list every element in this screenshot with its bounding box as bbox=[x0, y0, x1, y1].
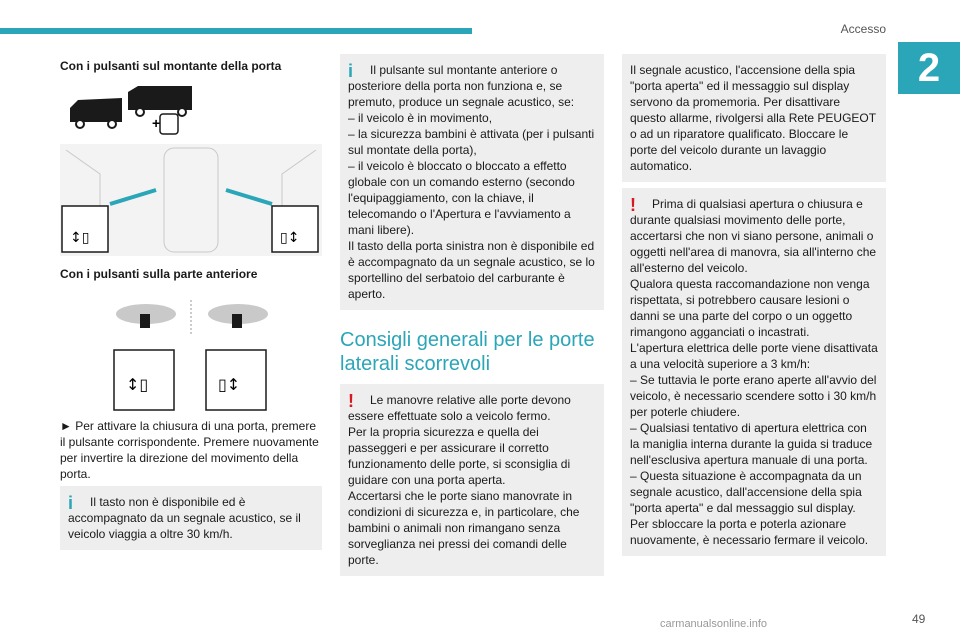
info-icon: i bbox=[348, 61, 354, 81]
svg-text:▯↕: ▯↕ bbox=[280, 230, 300, 246]
van-long-icon bbox=[128, 86, 192, 116]
svg-text:↕▯: ↕▯ bbox=[70, 230, 90, 246]
info-icon: i bbox=[68, 493, 74, 513]
van-short-icon bbox=[70, 98, 122, 128]
left-steering-wheel-icon bbox=[116, 304, 176, 328]
watermark: carmanualsonline.info bbox=[660, 618, 768, 630]
section-name: Accesso bbox=[840, 22, 886, 36]
right-door-front-button-icon bbox=[206, 350, 266, 410]
chapter-tab: 2 bbox=[898, 42, 960, 94]
info-box-button-disabled: i Il pulsante sul montante anteriore o posteriore della porta non funziona e, se premuto, produce un segnale acustico, se: – il veicolo è in movimento, – la sicurezza bambini è attivata (per i pulsanti sul montate della porta), – il veicolo è bloccato o bloccato a effetto globale con un comando esterno (secondo l'equipaggiamento, con la chiave, il telecomando o l'Apertura e l'avviamento a mani libere). Il tasto della porta sinistra non è disponibile ed è accompagnato da un segnale acustico, se lo sportellino del serbatoio del carburante è aperto. bbox=[340, 54, 604, 310]
warning-icon: ! bbox=[348, 391, 354, 411]
page-number: 49 bbox=[912, 612, 926, 626]
info-box-speed: i Il tasto non è disponibile ed è accompagnato da un segnale acustico, se il veicolo viaggia a oltre 30 km/h. bbox=[60, 486, 322, 550]
heading-front-buttons: Con i pulsanti sulla parte anteriore bbox=[60, 267, 258, 281]
section-title: Consigli generali per le porte laterali scorrevoli bbox=[340, 329, 595, 375]
right-door-button-icon bbox=[272, 206, 318, 252]
svg-text:↕▯: ↕▯ bbox=[126, 375, 149, 394]
right-steering-wheel-icon bbox=[208, 304, 268, 328]
svg-text:+: + bbox=[152, 115, 161, 131]
instruction-text: ► Per attivare la chiusura di una porta, premere il pulsante corrispondente. Premere nuovamente per invertire la direzione del movimento della porta. bbox=[60, 419, 319, 481]
warning-icon: ! bbox=[630, 195, 636, 215]
heading-door-pillar-buttons: Con i pulsanti sul montante della porta bbox=[60, 59, 282, 73]
header-accent-bar bbox=[0, 28, 472, 34]
info-box-alarm-reminder: Il segnale acustico, l'accensione della spia "porta aperta" ed il messaggio sul display servono da promemoria. Per disattivare questo allarme, rivolgersi alla Rete PEUGEOT o ad un riparatore qualificato. Bloccare le porte del veicolo durante un lavaggio automatico. bbox=[622, 54, 886, 182]
svg-text:▯↕: ▯↕ bbox=[218, 375, 241, 394]
warning-box-door-safety: ! Prima di qualsiasi apertura o chiusura e durante qualsiasi movimento delle porte, accertarsi che non vi siano persone, animali o oggetti nell'area di manovra, sia all'interno che all'esterno del veicolo. Qualora questa raccomandazione non venga rispettata, si potrebbero causare lesioni o danni se una parte del corpo o un oggetto rimangono agganciati o incastrati. L'apertura elettrica delle porte viene disattivata a una velocità superiore a 3 km/h: – Se tuttavia le porte erano aperte all'avvio del veicolo, è necessario scendere sotto i 30 km/h per poterle chiudere. – Qualsiasi tentativo di apertura elettrica con la maniglia interna durante la guida si traduce nell'esclusiva apertura manuale di una porta. – Questa situazione è accompagnata da un segnale acustico, dall'accensione della spia "porta aperta" e dal messaggio sul display. Per sbloccare la porta e poterla azionare nuovamente, è necessario fermare il veicolo. bbox=[622, 188, 886, 556]
door-pillar-buttons-figure bbox=[60, 144, 322, 256]
child-lock-icon bbox=[160, 114, 178, 134]
vehicle-icons-figure bbox=[60, 84, 322, 136]
left-door-button-icon bbox=[62, 206, 108, 252]
warning-box-general-advice: ! Le manovre relative alle porte devono essere effettuate solo a veicolo fermo. Per la propria sicurezza e quella dei passeggeri e per assicurare il corretto funzionamento delle porte, si sconsiglia di guidare con una porta aperta. Accertarsi che le porte siano manovrate in condizioni di sicurezza e, in particolare, che bambini o animali non rimangano senza sorveglianza nei pressi dei comandi delle porte. bbox=[340, 384, 604, 576]
left-door-front-button-icon bbox=[114, 350, 174, 410]
front-buttons-figure bbox=[60, 296, 322, 412]
